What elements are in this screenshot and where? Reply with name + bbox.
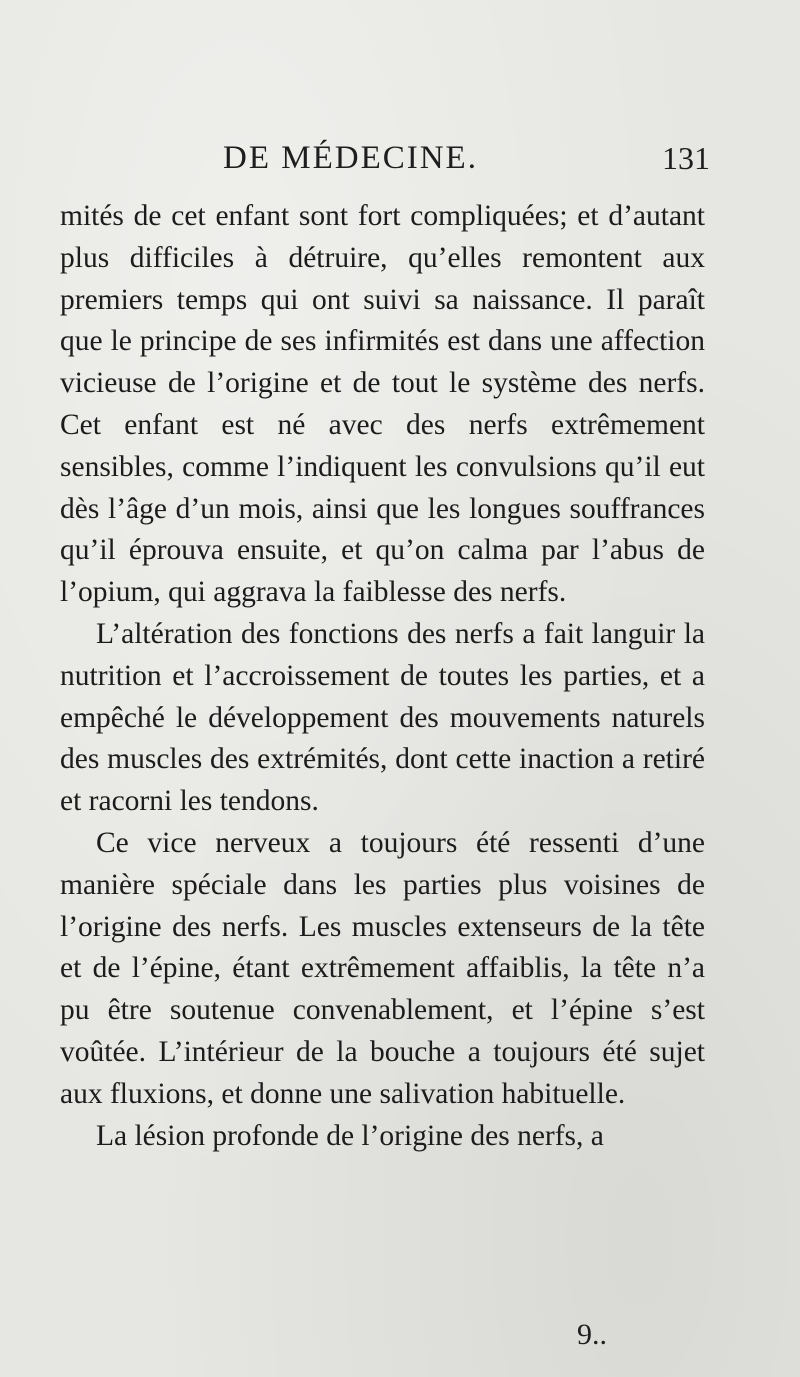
page-number: 131 — [662, 140, 710, 176]
paragraph-continuation: mités de cet enfant sont fort compliquées; et d’autant plus difficiles à détruire, qu’elles remontent aux premiers temps qui ont suivi sa naissance. Il paraît que le principe de ses infirmités est dans une affection vicieuse de l’origine et de tout le système des nerfs. Cet enfant est né avec des nerfs extrêmement sensibles, comme l’indiquent les convulsions qu’il eut dès l’âge d’un mois, ainsi que les longues souffrances qu’il éprouva ensuite, et qu’on calma par l’abus de l’opium, qui aggrava la faiblesse des nerfs. — [60, 200, 705, 609]
body-text — [60, 196, 705, 1157]
paragraph: L’altération des fonctions des nerfs a fait languir la nutrition et l’accroissement de toutes les parties, et a empêché le développement des mouvements naturels des muscles des extrémités, dont cette inaction a retiré et racorni les tendons. — [60, 617, 705, 818]
running-title: DE MÉDECINE. — [223, 140, 478, 176]
page-header — [60, 140, 710, 180]
signature-mark: 9.. — [577, 1318, 607, 1351]
paragraph: Ce vice nerveux a toujours été ressenti d’une manière spéciale dans les parties plus voisines de l’origine des nerfs. Les muscles extenseurs de la tête et de l’épine, étant extrêmement affaiblis, la tête n’a pu être soutenue convenablement, et l’épine s’est voûtée. L’intérieur de la bouche a toujours été sujet aux fluxions, et donne une salivation habituelle. — [60, 826, 705, 1110]
paragraph: La lésion profonde de l’origine des nerfs, a — [96, 1119, 604, 1152]
